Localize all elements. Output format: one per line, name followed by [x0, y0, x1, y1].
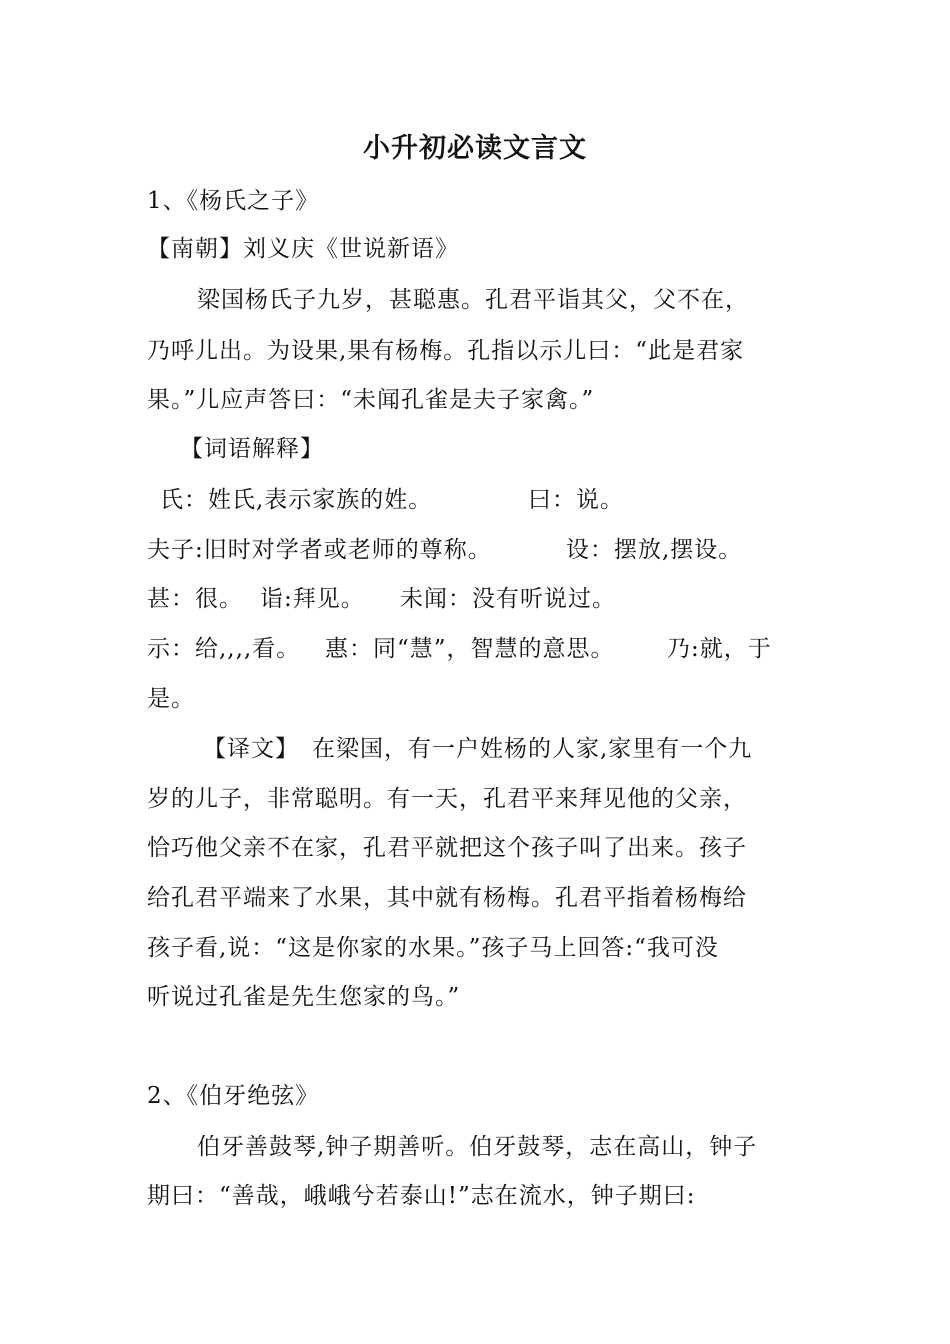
glossary-entry: 设：摆放,摆设。 — [566, 537, 743, 563]
glossary-entry: 乃:就，于 — [667, 636, 772, 662]
glossary-entry: 诣:拜见。 — [260, 586, 365, 612]
glossary-entry: 夫子:旧时对学者或老师的尊称。 — [147, 537, 492, 563]
glossary-entry: 氏：姓氏,表示家族的姓。 — [160, 487, 433, 513]
document-title: 小升初必读文言文 — [363, 133, 587, 164]
original-text-line: 伯牙善鼓琴,钟子期善听。伯牙鼓琴，志在高山，钟子 — [197, 1134, 758, 1160]
translation-line: 岁的儿子，非常聪明。有一天，孔君平来拜见他的父亲， — [147, 786, 747, 812]
glossary-entry: 未闻：没有听说过。 — [400, 586, 616, 612]
glossary-entry: 甚：很。 — [147, 586, 243, 612]
glossary-entry: 曰：说。 — [528, 487, 624, 513]
glossary-entry: 惠：同“慧”，智慧的意思。 — [325, 636, 615, 662]
glossary-entry: 是。 — [147, 686, 195, 712]
original-text-line: 果。”儿应声答曰：“未闻孔雀是夫子家禽。” — [147, 387, 595, 413]
glossary-entry: 示：给,,,,看。 — [147, 636, 301, 662]
section-1-heading: 1、《杨氏之子》 — [147, 188, 320, 214]
translation-line: 恰巧他父亲不在家，孔君平就把这个孩子叫了出来。孩子 — [147, 835, 747, 861]
glossary-heading: 【词语解释】 — [180, 436, 324, 462]
translation-line: 听说过孔雀是先生您家的鸟。” — [147, 984, 461, 1010]
translation-heading: 【译文】 — [203, 736, 299, 762]
section-2-heading: 2、《伯牙绝弦》 — [147, 1083, 320, 1109]
original-text-line: 乃呼儿出。为设果,果有杨梅。孔指以示儿曰：“此是君家 — [147, 338, 745, 364]
translation-line: 给孔君平端来了水果，其中就有杨梅。孔君平指着杨梅给 — [147, 885, 747, 911]
original-text-line: 期曰：“善哉，峨峨兮若泰山!”志在流水，钟子期曰: — [147, 1183, 696, 1209]
section-1-author: 【南朝】刘义庆《世说新语》 — [147, 236, 459, 262]
translation-line: 在梁国，有一户姓杨的人家,家里有一个九 — [312, 736, 753, 762]
translation-line: 孩子看,说：“这是你家的水果。”孩子马上回答:“我可没 — [147, 935, 719, 961]
original-text-line: 梁国杨氏子九岁，甚聪惠。孔君平诣其父，父不在， — [197, 287, 749, 313]
